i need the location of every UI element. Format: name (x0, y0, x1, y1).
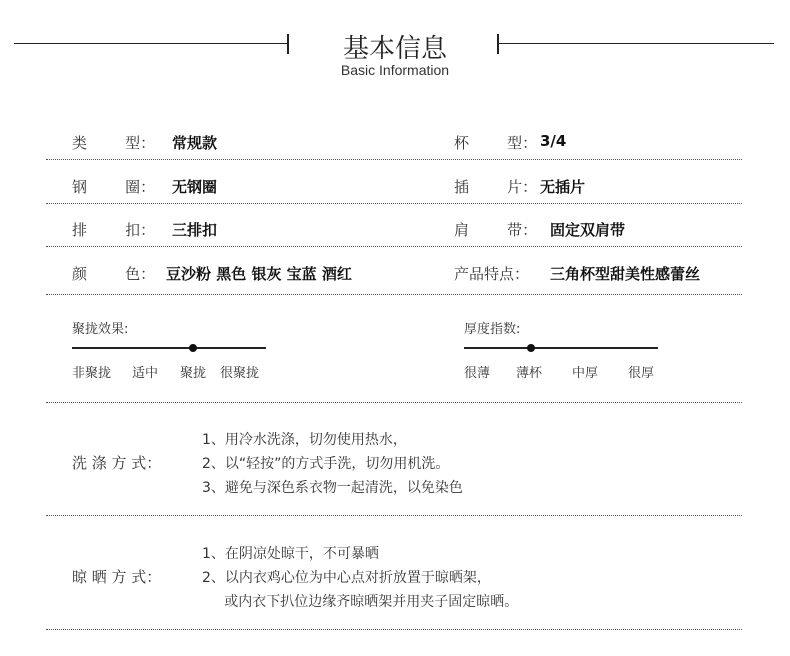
push-up-tick-label: 适中 (132, 366, 159, 381)
push-up-level-marker (189, 344, 197, 352)
spec-label-wire: 钢 圈： (72, 178, 156, 196)
header-rule-right (498, 43, 774, 44)
divider (46, 629, 742, 630)
page-subtitle: Basic Information (340, 62, 450, 78)
spec-label-type: 类 型： (72, 134, 156, 152)
spec-label-cup: 杯 型： (454, 134, 538, 152)
spec-label-hook: 排 扣： (72, 221, 156, 239)
thickness-scale-line (464, 347, 658, 349)
thickness-tick-label: 很薄 (464, 366, 491, 381)
spec-label-feature: 产品特点： (454, 265, 530, 283)
drying-instruction: 2、以内衣鸡心位为中心点对折放置于晾晒架， (202, 570, 491, 586)
drying-instruction: 或内衣下扒位边缘齐晾晒架并用夹子固定晾晒。 (202, 594, 519, 610)
thickness-tick-label: 中厚 (572, 366, 599, 381)
drying-instruction: 1、在阴凉处晾干，不可暴晒 (202, 546, 379, 562)
spec-label-strap: 肩 带： (454, 221, 538, 239)
spec-label-color: 颜 色： (72, 265, 156, 283)
push-up-tick-label: 非聚拢 (72, 366, 112, 381)
header-tick-right (497, 34, 499, 54)
push-up-tick-label: 聚拢 (180, 366, 207, 381)
washing-instruction: 1、用冷水洗涤，切勿使用热水， (202, 432, 407, 448)
push-up-title: 聚拢效果: (72, 322, 129, 337)
spec-value-cup: 3/4 (540, 132, 567, 150)
spec-value-strap: 固定双肩带 (550, 221, 626, 239)
washing-instruction: 2、以“轻按”的方式手洗，切勿用机洗。 (202, 456, 450, 472)
divider (46, 402, 742, 403)
spec-value-wire: 无钢圈 (172, 178, 218, 196)
spec-value-color: 豆沙粉 黑色 银灰 宝蓝 酒红 (166, 265, 352, 283)
divider (46, 294, 742, 295)
page-title: 基本信息 (342, 34, 447, 64)
push-up-tick-label: 很聚拢 (220, 366, 260, 381)
push-up-scale-line (72, 347, 266, 349)
divider (46, 159, 742, 160)
washing-label: 洗 涤 方 式： (72, 454, 162, 472)
thickness-tick-label: 薄杯 (516, 366, 543, 381)
spec-value-feature: 三角杯型甜美性感蕾丝 (550, 265, 701, 283)
spec-value-type: 常规款 (172, 134, 218, 152)
thickness-level-marker (527, 344, 535, 352)
thickness-tick-label: 很厚 (628, 366, 655, 381)
divider (46, 246, 742, 247)
divider (46, 515, 742, 516)
divider (46, 203, 742, 204)
washing-instruction: 3、避免与深色系衣物一起清洗，以免染色 (202, 480, 463, 496)
spec-value-insert: 无插片 (540, 178, 586, 196)
thickness-title: 厚度指数: (464, 322, 521, 337)
spec-value-hook: 三排扣 (172, 221, 218, 239)
spec-label-insert: 插 片： (454, 178, 538, 196)
drying-label: 晾 晒 方 式： (72, 568, 162, 586)
